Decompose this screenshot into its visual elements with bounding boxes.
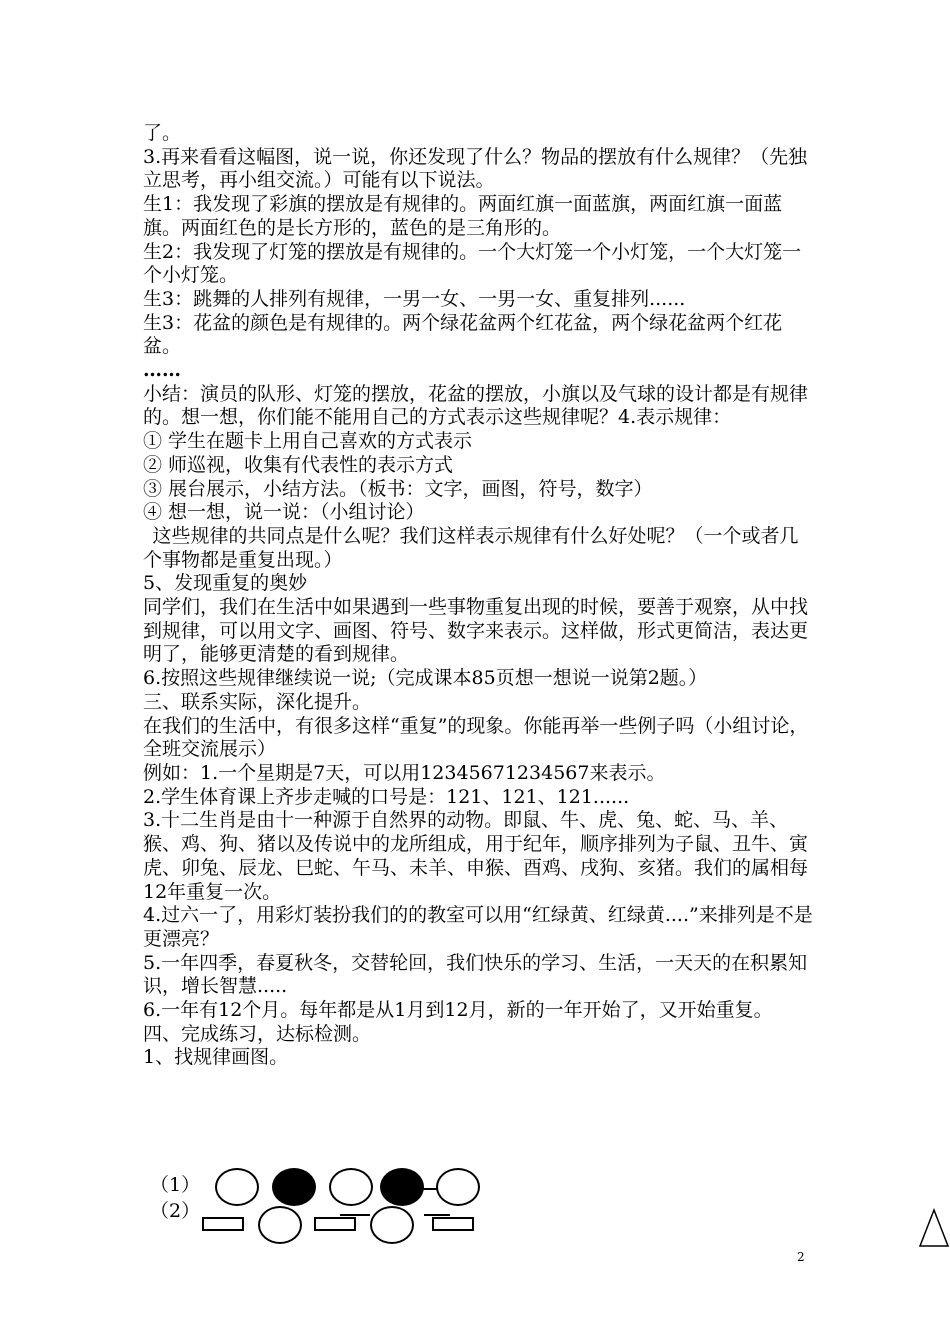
paragraph: 6.按照这些规律继续说一说;（完成课本85页想一想说一说第2题。） xyxy=(143,667,708,690)
paragraph: 3.再来看看这幅图，说一说，你还发现了什么？物品的摆放有什么规律？（先独立思考，再小组交流。）可能有以下说法。 xyxy=(143,145,808,192)
list-item: ③ 展台展示，小结方法。（板书：文字，画图，符号，数字） xyxy=(143,477,653,500)
paragraph: 6.一年有12个月。每年都是从1月到12月，新的一年开始了，又开始重复。 xyxy=(143,999,773,1022)
row2-label: （2） xyxy=(150,1200,201,1222)
white-circle xyxy=(329,1168,373,1206)
black-circle xyxy=(272,1168,316,1206)
section-heading: 三、联系实际，深化提升。 xyxy=(143,690,372,713)
triangle-outline-icon xyxy=(918,1208,950,1248)
paragraph: 生1：我发现了彩旗的摆放是有规律的。两面红旗一面蓝旗，两面红旗一面蓝旗。两面红色的是长方形的，蓝色的是三角形的。 xyxy=(143,193,783,239)
paragraph: 生2：我发现了灯笼的摆放是有规律的。一个大灯笼一个小灯笼，一个大灯笼一个小灯笼。 xyxy=(143,240,802,287)
paragraph: 在我们的生活中，有很多这样“重复”的现象。你能再举一些例子吗（小组讨论，全班交流展示） xyxy=(143,714,809,761)
paragraph: 生3：跳舞的人排列有规律，一男一女、一男一女、重复排列...... xyxy=(143,287,686,310)
paragraph: 2.学生体育课上齐步走喊的口号是：121、121、121...... xyxy=(143,785,630,808)
ellipsis-line: …… xyxy=(143,359,181,382)
black-circle xyxy=(380,1168,424,1206)
list-item: ② 师巡视，收集有代表性的表示方式 xyxy=(143,453,454,476)
paragraph: 这些规律的共同点是什么呢？我们这样表示规律有什么好处呢？（一个或者几个事物都是重复出现。） xyxy=(143,524,799,571)
paragraph: 4.过六一了，用彩灯装扮我们的的教室可以用“红绿黄、红绿黄....”来排列是不是更漂亮？ xyxy=(143,904,813,950)
exercise-heading: 1、找规律画图。 xyxy=(143,1046,289,1069)
list-item: ① 学生在题卡上用自己喜欢的方式表示 xyxy=(143,430,473,453)
white-circle xyxy=(258,1206,302,1244)
rectangle-shape xyxy=(202,1217,244,1231)
paragraph: 了。 xyxy=(143,122,182,144)
page-number: 2 xyxy=(797,1250,805,1264)
paragraph: 小结：演员的队形、灯笼的摆放，花盆的摆放，小旗以及气球的设计都是有规律的。想一想，你们能不能用自己的方式表示这些规律呢？4.表示规律： xyxy=(143,382,809,429)
white-circle xyxy=(436,1168,480,1206)
body-text xyxy=(143,122,815,1070)
connector-line xyxy=(340,1214,370,1216)
paragraph: 生3：花盆的颜色是有规律的。两个绿花盆两个红花盆，两个绿花盆两个红花盆。 xyxy=(143,311,783,358)
paragraph: 同学们，我们在生活中如果遇到一些事物重复出现的时候，要善于观察，从中找到规律，可以用文字、画图、符号、数字来表示。这样做，形式更简洁，表达更明了，能够更清楚的看到规律。 xyxy=(143,596,809,666)
paragraph: 5.一年四季，春夏秋冬，交替轮回，我们快乐的学习、生活，一天天的在积累知识，增长智慧..... xyxy=(143,951,808,998)
connector-line xyxy=(424,1214,450,1216)
rectangle-shape xyxy=(432,1217,474,1231)
paragraph: 3.十二生肖是由十一种源于自然界的动物。即鼠、牛、虎、兔、蛇、马、羊、猴、鸡、狗、猪以及传说中的龙所组成，用于纪年，顺序排列为子鼠、丑牛、寅虎、卯兔、辰龙、巳蛇、午马、未羊、申猴、酉鸡、戌狗、亥猪。我们的属相每12年重复一次。 xyxy=(143,809,809,903)
white-circle xyxy=(215,1168,259,1206)
section-heading: 四、完成练习，达标检测。 xyxy=(143,1022,372,1045)
rectangle-shape xyxy=(314,1217,356,1231)
row1-label: （1） xyxy=(150,1174,201,1196)
paragraph: 例如：1.一个星期是7天，可以用12345671234567来表示。 xyxy=(143,761,666,784)
list-item: ④ 想一想，说一说：（小组讨论） xyxy=(143,501,425,524)
section-heading: 5、发现重复的奥妙 xyxy=(143,572,308,595)
white-circle xyxy=(370,1206,414,1244)
